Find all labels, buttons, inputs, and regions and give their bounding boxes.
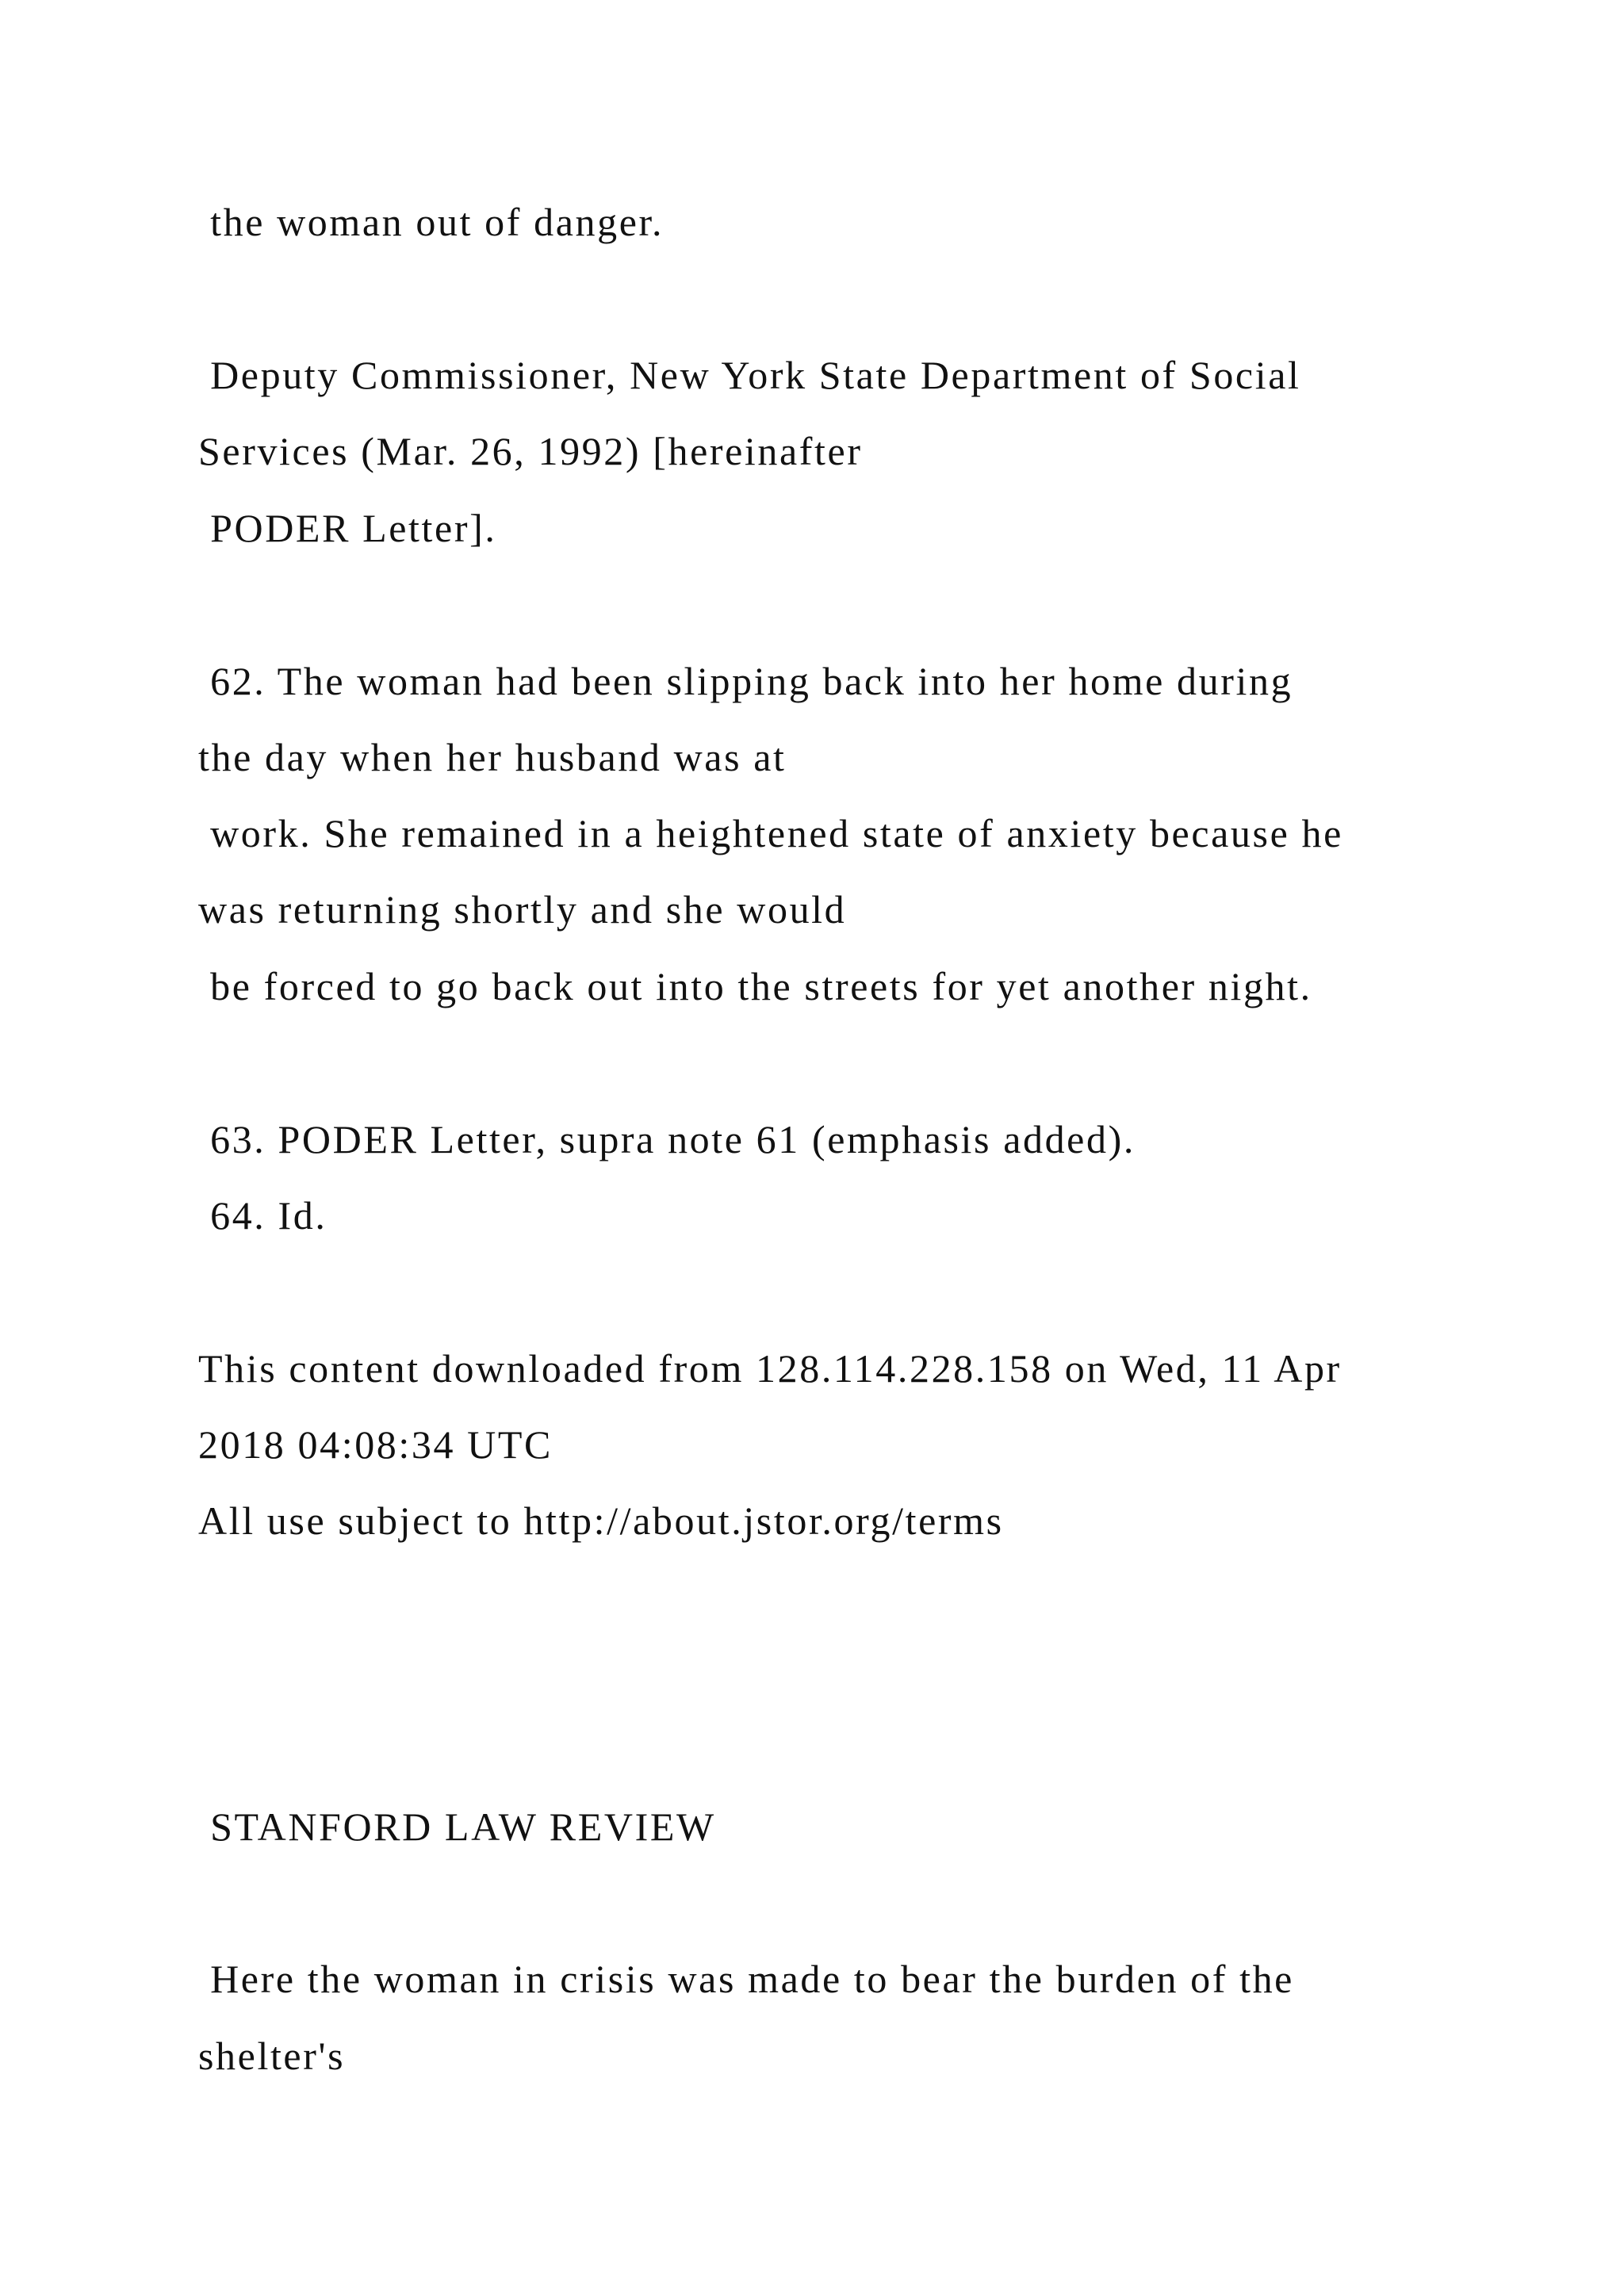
footnote-64-line: 64. Id. — [198, 1193, 327, 1238]
footnote-62-line: 62. The woman had been slipping back into her home during — [198, 659, 1293, 703]
download-notice-line: 2018 04:08:34 UTC — [198, 1422, 553, 1467]
footnote-62-line: work. She remained in a heightened state of anxiety because he — [198, 811, 1343, 855]
journal-header: STANFORD LAW REVIEW — [198, 1804, 716, 1849]
text-line: Deputy Commissioner, New York State Department of Social — [198, 353, 1301, 397]
terms-notice-line: All use subject to http://about.jstor.org/terms — [198, 1498, 1004, 1543]
footnote-63-line: 63. PODER Letter, supra note 61 (emphasis added). — [198, 1117, 1136, 1161]
footnote-62-line: be forced to go back out into the streets for yet another night. — [198, 964, 1312, 1008]
body-text-line: shelter's — [198, 2034, 346, 2078]
text-line: the woman out of danger. — [198, 200, 665, 244]
text-line: Services (Mar. 26, 1992) [hereinafter — [198, 429, 863, 473]
body-text-line: Here the woman in crisis was made to bear the burden of the — [198, 1957, 1294, 2001]
download-notice-line: This content downloaded from 128.114.228.158 on Wed, 11 Apr — [198, 1346, 1342, 1391]
footnote-62-line: was returning shortly and she would — [198, 887, 847, 932]
text-line: PODER Letter]. — [198, 506, 497, 550]
footnote-62-line: the day when her husband was at — [198, 735, 787, 779]
